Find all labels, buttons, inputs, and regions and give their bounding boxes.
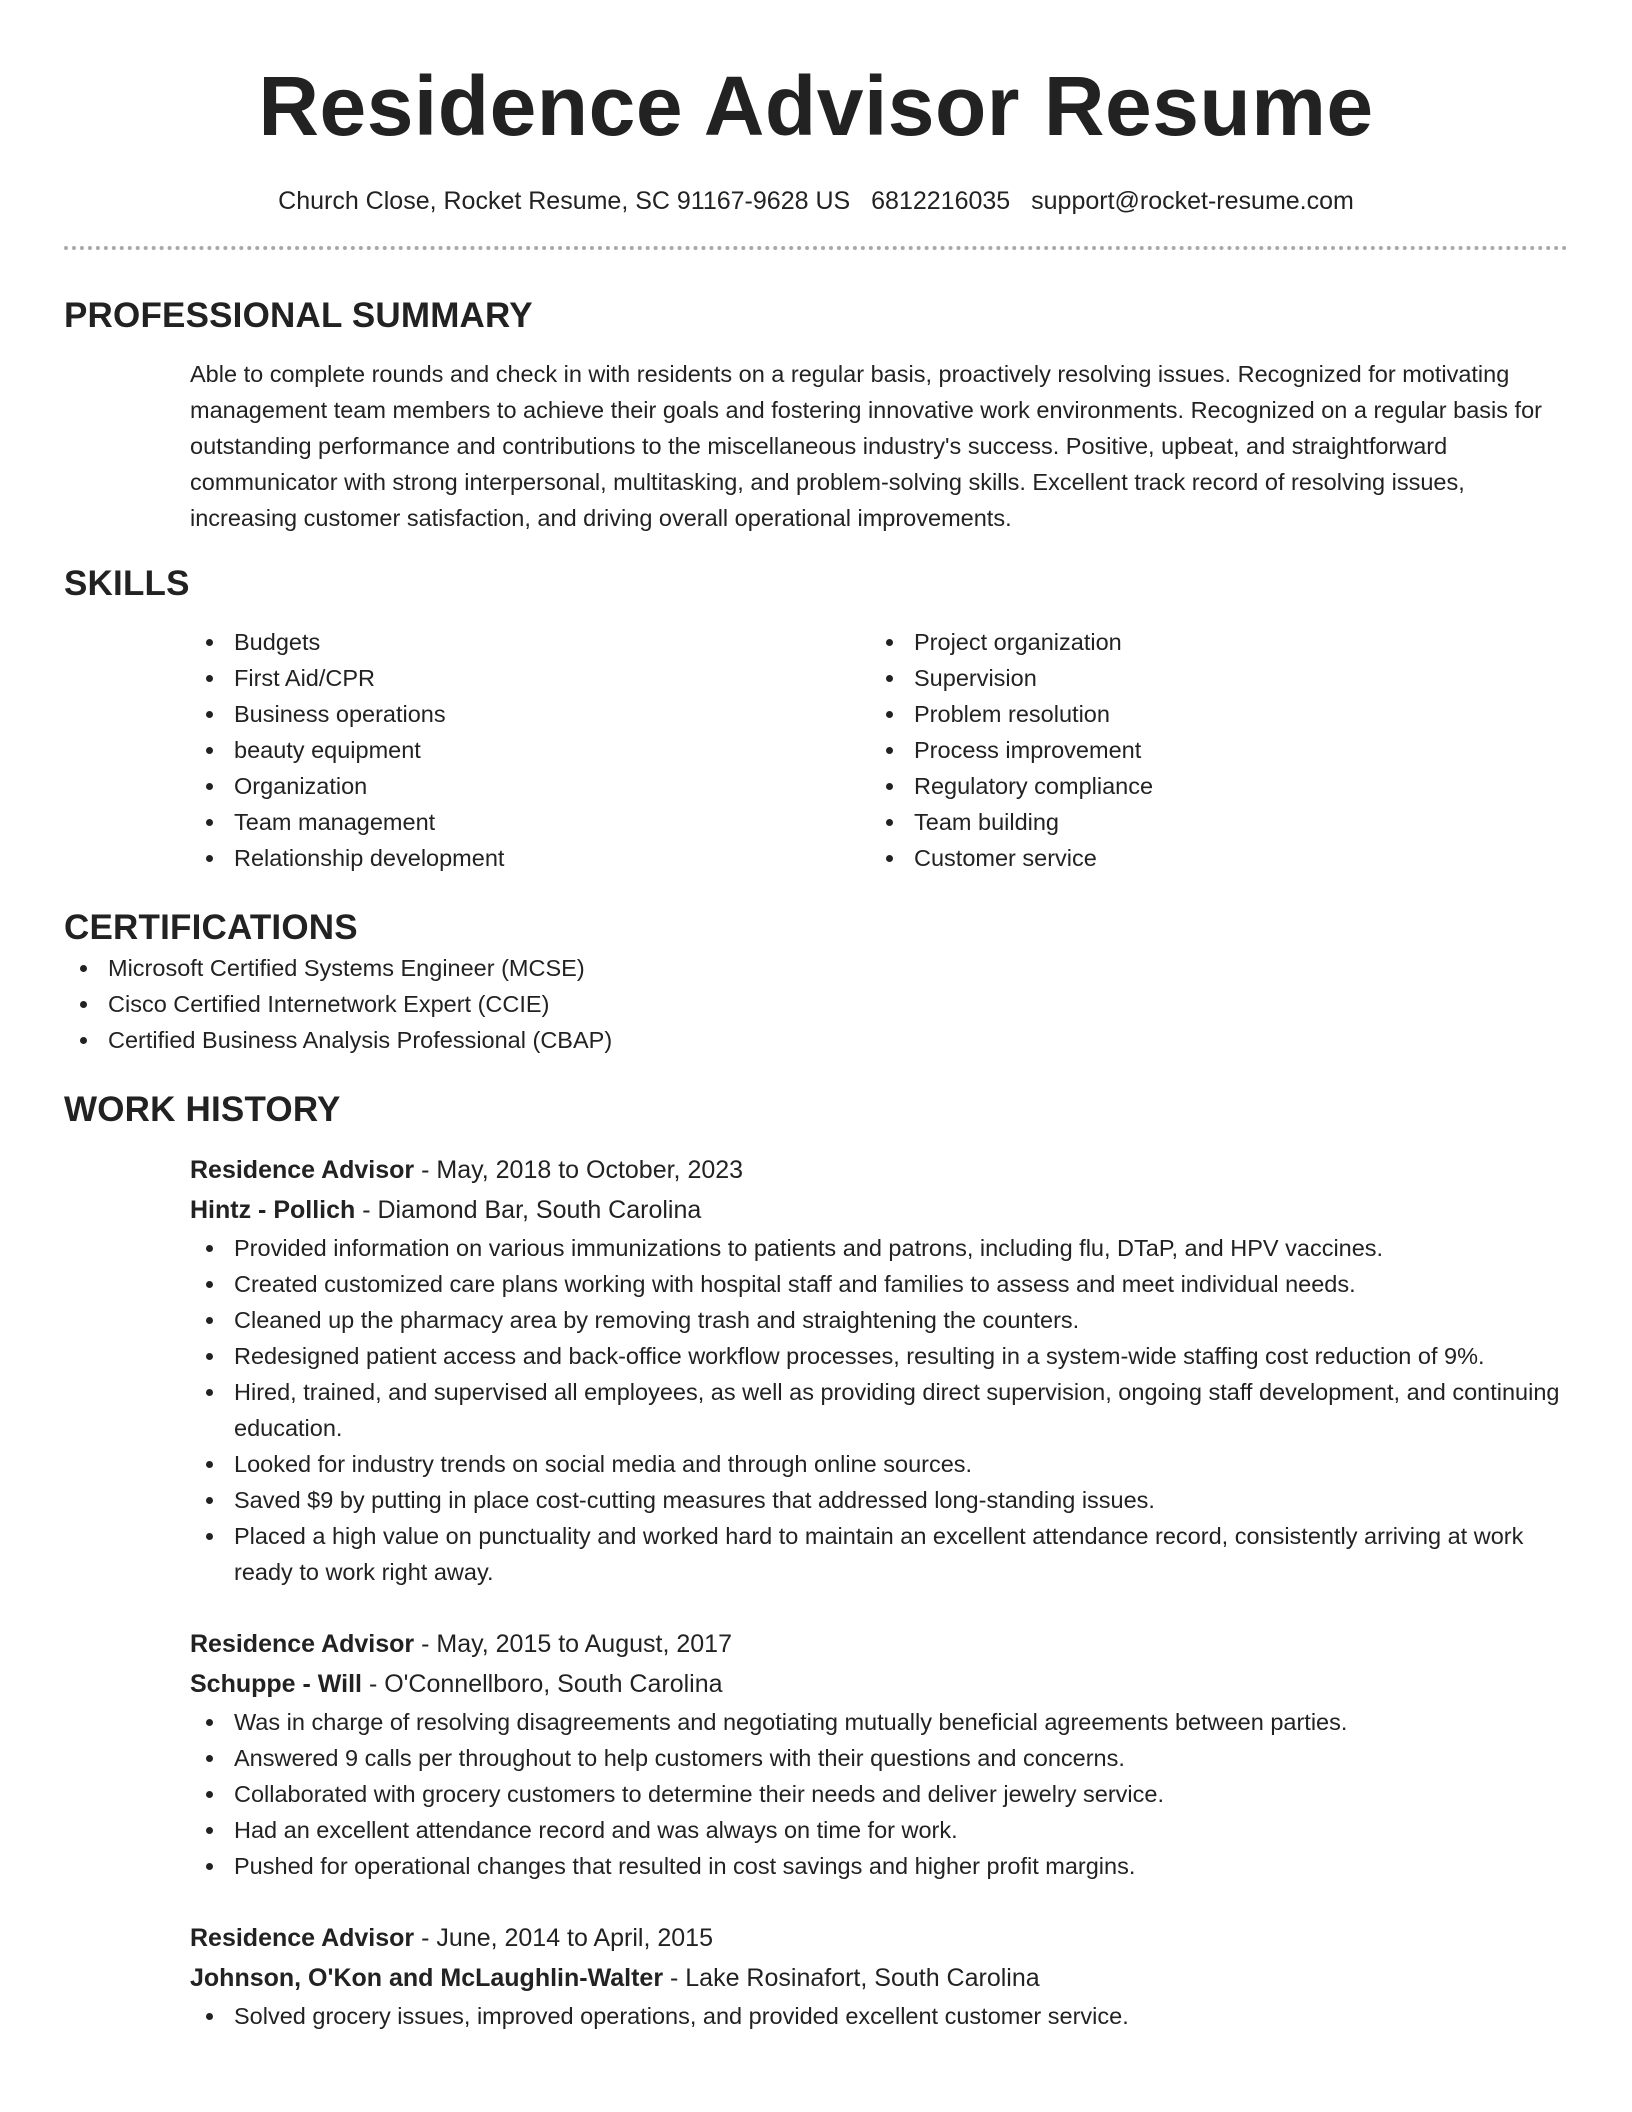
skill-item: Business operations bbox=[190, 696, 870, 732]
job-company: Schuppe - Will bbox=[190, 1670, 362, 1698]
skill-item: Budgets bbox=[190, 624, 870, 660]
contact-phone: 6812216035 bbox=[871, 187, 1011, 215]
skills-grid bbox=[190, 624, 1568, 876]
job-role: Residence Advisor bbox=[190, 1630, 415, 1658]
skills-heading: SKILLS bbox=[64, 564, 190, 603]
job-bullet: Hired, trained, and supervised all employees, as well as providing direct supervision, ongoing staff development, and continuing education. bbox=[190, 1374, 1568, 1446]
skill-item: Process improvement bbox=[870, 732, 1550, 768]
skill-item: Project organization bbox=[870, 624, 1550, 660]
job-bullet: Redesigned patient access and back-office workflow processes, resulting in a system-wide staffing cost reduction of 9%. bbox=[190, 1338, 1568, 1374]
skill-item: Supervision bbox=[870, 660, 1550, 696]
skill-item: First Aid/CPR bbox=[190, 660, 870, 696]
certifications-list bbox=[64, 950, 1568, 1058]
summary-heading: PROFESSIONAL SUMMARY bbox=[64, 296, 533, 335]
job-role: Residence Advisor bbox=[190, 1156, 415, 1184]
certification-item: Certified Business Analysis Professional (CBAP) bbox=[64, 1022, 1568, 1058]
job-company-line bbox=[190, 1190, 1568, 1230]
job-entry bbox=[190, 1624, 1568, 1884]
skill-item: Regulatory compliance bbox=[870, 768, 1550, 804]
skill-item: beauty equipment bbox=[190, 732, 870, 768]
job-location: - Diamond Bar, South Carolina bbox=[355, 1196, 702, 1224]
job-bullet: Collaborated with grocery customers to determine their needs and deliver jewelry service. bbox=[190, 1776, 1568, 1812]
job-bullet: Placed a high value on punctuality and worked hard to maintain an excellent attendance record, consistently arriving at work ready to work right away. bbox=[190, 1518, 1568, 1590]
job-bullets bbox=[190, 1704, 1568, 1884]
job-company-line bbox=[190, 1664, 1568, 1704]
job-bullet: Pushed for operational changes that resulted in cost savings and higher profit margins. bbox=[190, 1848, 1568, 1884]
job-bullet: Saved $9 by putting in place cost-cutting measures that addressed long-standing issues. bbox=[190, 1482, 1568, 1518]
job-bullets bbox=[190, 1998, 1568, 2034]
job-entry bbox=[190, 1918, 1568, 2034]
job-role-line bbox=[190, 1918, 1568, 1958]
job-dates: - May, 2015 to August, 2017 bbox=[414, 1630, 732, 1658]
job-role-line bbox=[190, 1624, 1568, 1664]
skill-item: Team management bbox=[190, 804, 870, 840]
contact-email: support@rocket-resume.com bbox=[1031, 187, 1354, 215]
job-role-line bbox=[190, 1150, 1568, 1190]
job-location: - Lake Rosinafort, South Carolina bbox=[663, 1964, 1040, 1992]
job-bullet: Solved grocery issues, improved operations, and provided excellent customer service. bbox=[190, 1998, 1568, 2034]
certification-item: Microsoft Certified Systems Engineer (MCSE) bbox=[64, 950, 1568, 986]
job-bullet: Cleaned up the pharmacy area by removing trash and straightening the counters. bbox=[190, 1302, 1568, 1338]
certifications-heading: CERTIFICATIONS bbox=[64, 908, 358, 947]
job-location: - O'Connellboro, South Carolina bbox=[362, 1670, 723, 1698]
header-divider bbox=[64, 246, 1568, 250]
job-company: Hintz - Pollich bbox=[190, 1196, 356, 1224]
skill-item: Relationship development bbox=[190, 840, 870, 876]
skill-item: Problem resolution bbox=[870, 696, 1550, 732]
job-bullet: Created customized care plans working with hospital staff and families to assess and meet individual needs. bbox=[190, 1266, 1568, 1302]
job-dates: - June, 2014 to April, 2015 bbox=[414, 1924, 713, 1952]
job-bullet: Provided information on various immunizations to patients and patrons, including flu, DTaP, and HPV vaccines. bbox=[190, 1230, 1568, 1266]
skill-item: Team building bbox=[870, 804, 1550, 840]
job-bullet: Had an excellent attendance record and was always on time for work. bbox=[190, 1812, 1568, 1848]
contact-address: Church Close, Rocket Resume, SC 91167-9628 US bbox=[278, 187, 851, 215]
resume-title: Residence Advisor Resume bbox=[258, 59, 1374, 153]
contact-line bbox=[64, 184, 1568, 218]
job-company: Johnson, O'Kon and McLaughlin-Walter bbox=[190, 1964, 664, 1992]
certification-item: Cisco Certified Internetwork Expert (CCIE) bbox=[64, 986, 1568, 1022]
job-bullet: Looked for industry trends on social media and through online sources. bbox=[190, 1446, 1568, 1482]
job-dates: - May, 2018 to October, 2023 bbox=[414, 1156, 744, 1184]
job-company-line bbox=[190, 1958, 1568, 1998]
skill-item: Organization bbox=[190, 768, 870, 804]
skill-item: Customer service bbox=[870, 840, 1550, 876]
job-entry bbox=[190, 1150, 1568, 1590]
job-role: Residence Advisor bbox=[190, 1924, 415, 1952]
job-bullet: Was in charge of resolving disagreements and negotiating mutually beneficial agreements between parties. bbox=[190, 1704, 1568, 1740]
work-history-heading: WORK HISTORY bbox=[64, 1090, 341, 1129]
summary-text: Able to complete rounds and check in with residents on a regular basis, proactively resolving issues. Recognized for motivating management team members to achieve their goals and fostering innovative work environments. Recognized on a regular basis for outstanding performance and contributions to the miscellaneous industry's success. Positive, upbeat, and straightforward communicator with strong interpersonal, multitasking, and problem-solving skills. Excellent track record of resolving issues, increasing customer satisfaction, and driving overall operational improvements. bbox=[190, 361, 1542, 531]
skills-column-left bbox=[190, 624, 870, 876]
job-bullet: Answered 9 calls per throughout to help customers with their questions and concerns. bbox=[190, 1740, 1568, 1776]
skills-column-right bbox=[870, 624, 1550, 876]
job-bullets bbox=[190, 1230, 1568, 1590]
